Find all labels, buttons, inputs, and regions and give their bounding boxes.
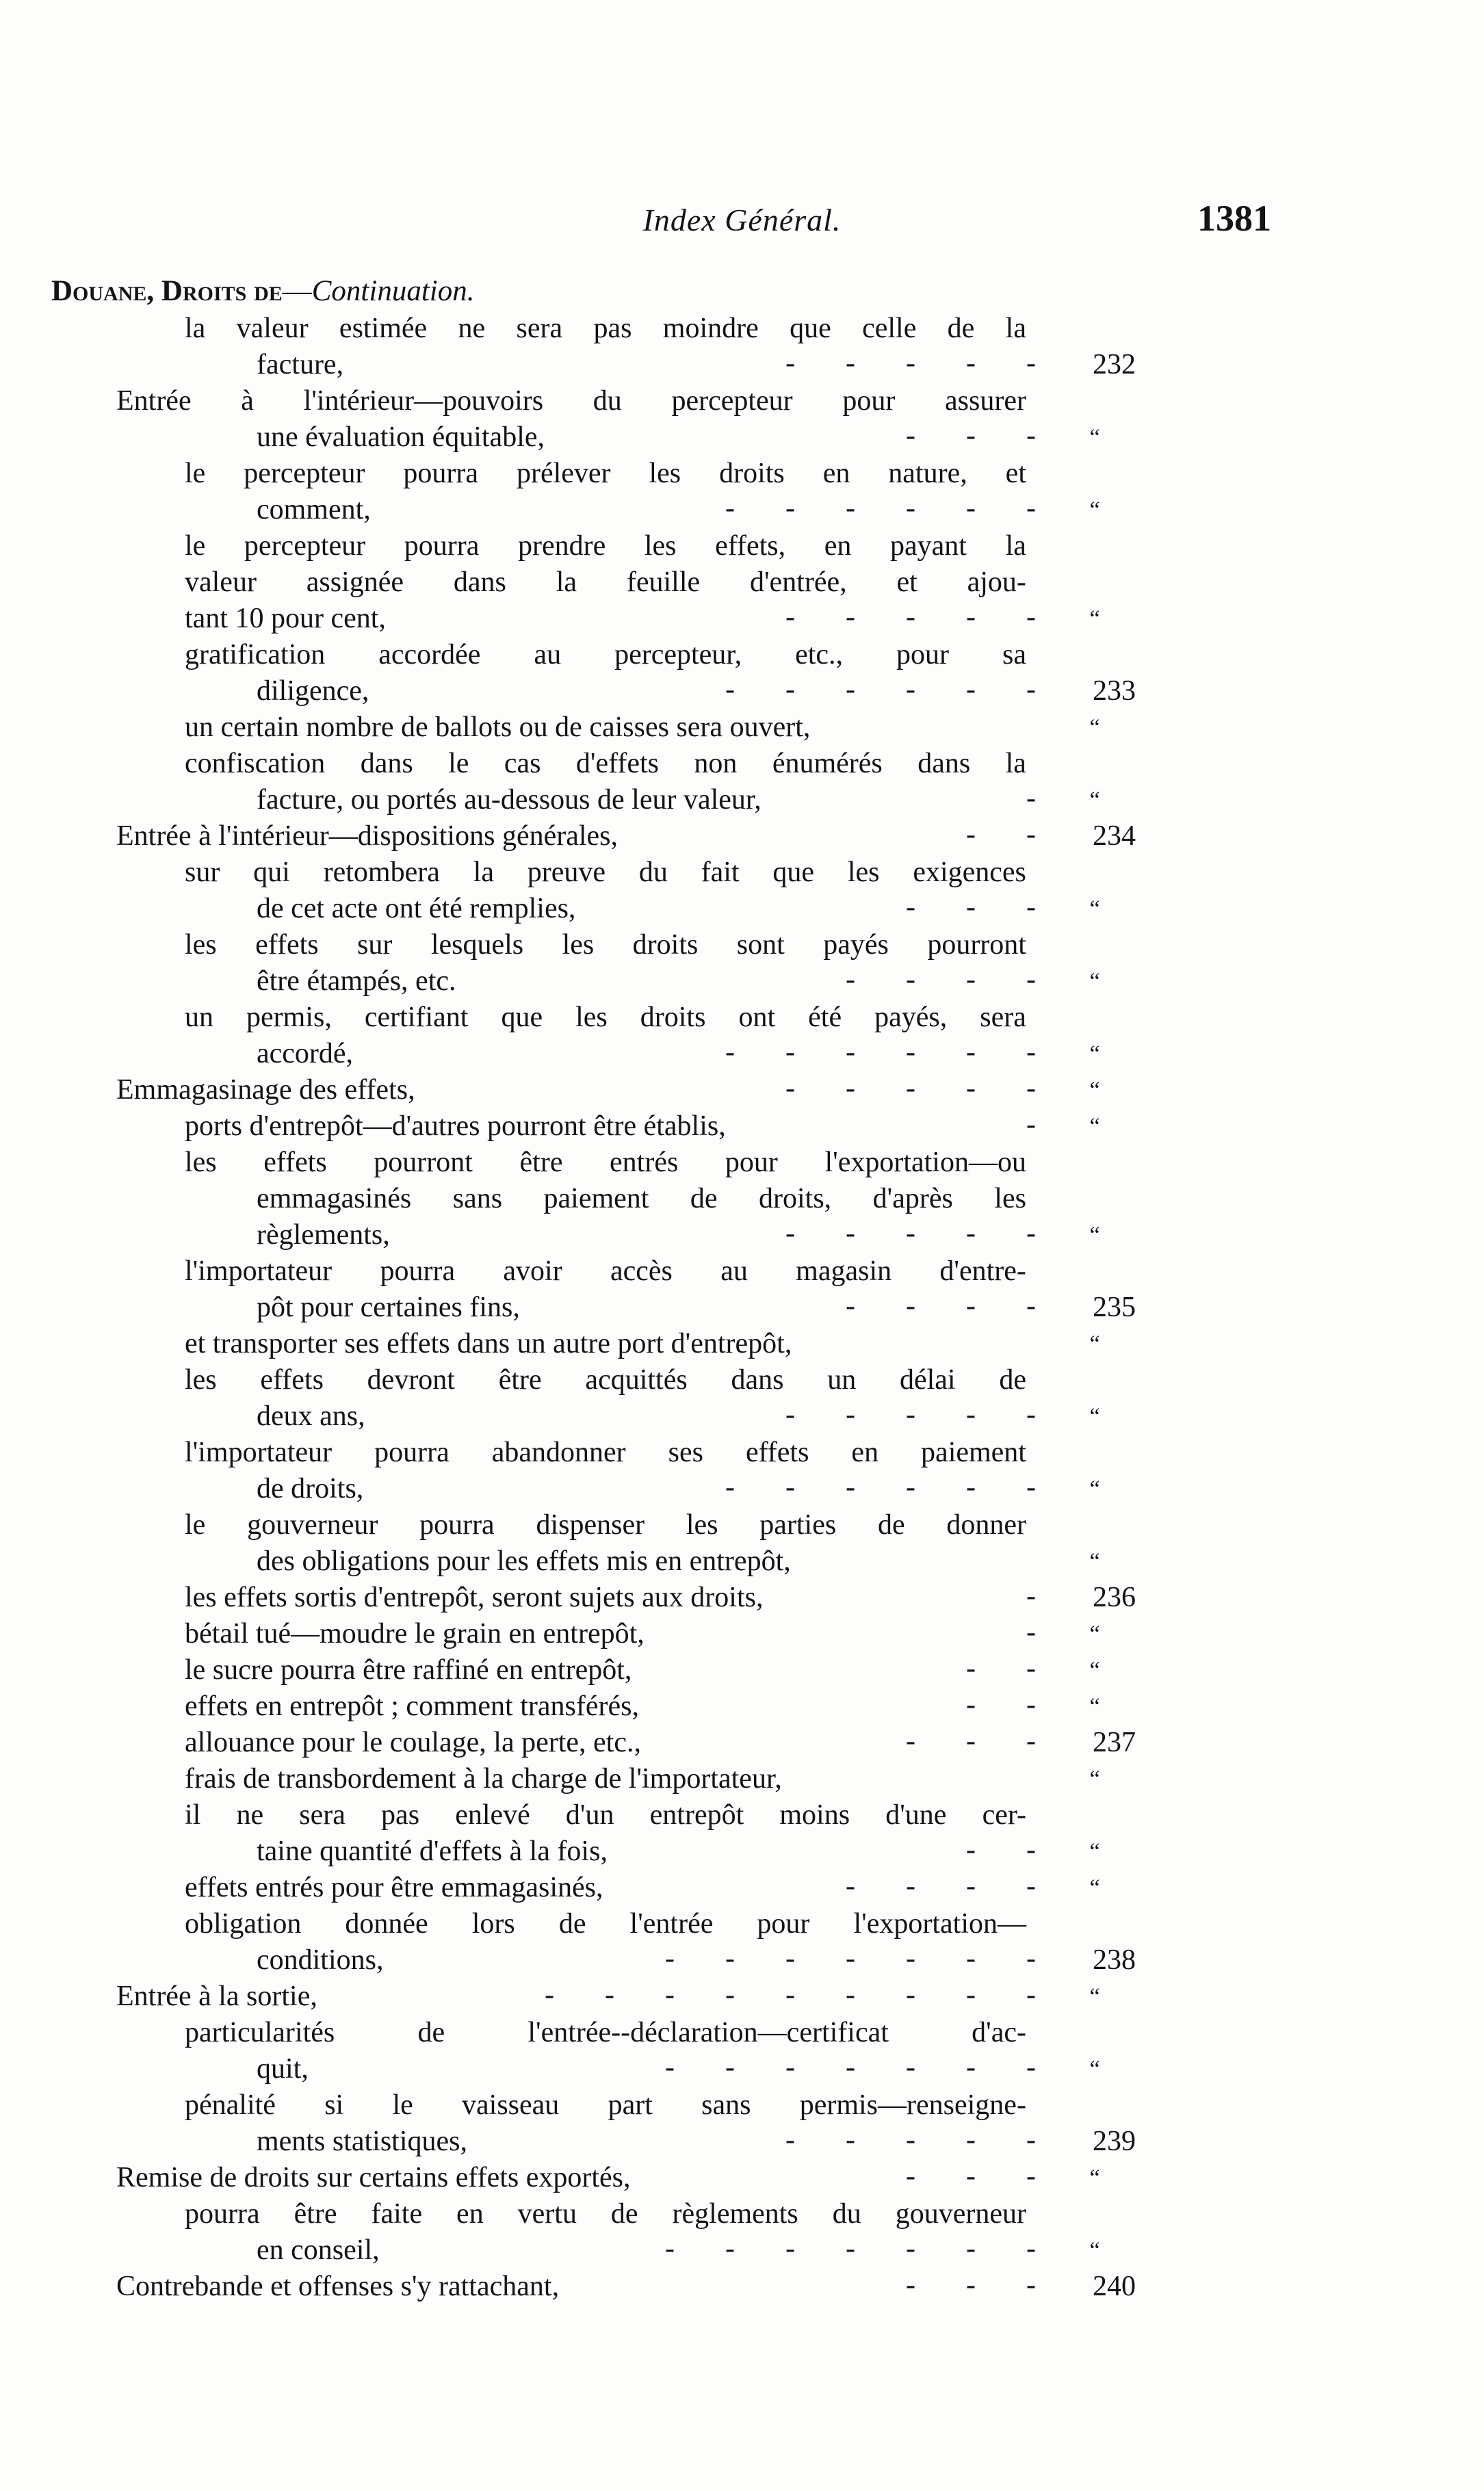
index-line-text: le percepteur pourra prélever les droits en nature, et <box>185 458 1026 489</box>
leader-dash: - <box>906 1290 915 1322</box>
index-line <box>0 383 1484 419</box>
leader-dash: - <box>1026 1943 1036 1974</box>
leader-dash: - <box>906 1399 915 1431</box>
leader-dash: - <box>785 1943 795 1974</box>
leader-dash: - <box>906 1870 915 1902</box>
page-reference: “ <box>1089 1331 1100 1357</box>
leader-dash: - <box>665 1979 675 2011</box>
leader-dash: - <box>785 1979 795 2011</box>
leader-dash: - <box>846 1870 855 1902</box>
leader-dash: - <box>966 1073 976 1104</box>
leader-dash: - <box>846 964 855 995</box>
leader-dash: - <box>1026 2052 1036 2083</box>
index-line-text: les effets sortis d'entrepôt, seront sujets aux droits, <box>185 1582 764 1613</box>
leader-dash: - <box>906 1943 915 1974</box>
index-line <box>0 782 1484 818</box>
leader-dash: - <box>1026 1218 1036 1249</box>
leader-dash: - <box>725 2052 735 2083</box>
index-line <box>0 1616 1484 1652</box>
page-reference: 233 <box>1093 675 1136 707</box>
leader-dash: - <box>966 1979 976 2011</box>
index-line-text: l'importateur pourra avoir accès au magasin d'entre- <box>185 1255 1026 1287</box>
page-reference: “ <box>1089 1875 1100 1901</box>
leader-dash: - <box>966 1689 976 1721</box>
page-reference: “ <box>1089 606 1100 631</box>
leader-dash: - <box>966 2233 976 2265</box>
leader-dash: - <box>906 1218 915 1249</box>
index-line <box>0 2051 1484 2087</box>
leader-dash: - <box>1026 1617 1036 1648</box>
page-reference: “ <box>1089 2238 1100 2263</box>
index-line <box>0 1797 1484 1834</box>
leader-dash: - <box>665 2233 675 2265</box>
leader-dash: - <box>966 964 976 995</box>
index-line <box>0 1326 1484 1362</box>
index-line <box>0 1145 1484 1181</box>
index-line <box>0 1181 1484 1217</box>
index-line-text: des obligations pour les effets mis en entrepôt, <box>257 1546 791 1577</box>
index-line-text: effets entrés pour être emmagasinés, <box>185 1872 603 1903</box>
leader-dash: - <box>1026 674 1036 705</box>
index-line <box>0 1761 1484 1797</box>
index-line <box>0 1000 1484 1036</box>
page-reference: 238 <box>1093 1944 1136 1976</box>
page-reference: 237 <box>1093 1727 1136 1758</box>
page-reference: “ <box>1089 1694 1100 1719</box>
index-line-text: de cet acte ont été remplies, <box>257 893 576 924</box>
page-reference: “ <box>1089 896 1100 922</box>
index-line <box>0 1362 1484 1398</box>
index-line-text: le sucre pourra être raffiné en entrepôt, <box>185 1654 632 1686</box>
index-line-text: pôt pour certaines fins, <box>257 1292 520 1323</box>
leader-dash: - <box>1026 348 1036 379</box>
leader-dash: - <box>966 2124 976 2156</box>
leader-dash: - <box>906 348 915 379</box>
leader-dash: - <box>906 2233 915 2265</box>
index-line-text: diligence, <box>257 675 369 707</box>
page-reference: “ <box>1089 1223 1100 1248</box>
leader-dash: - <box>966 1653 976 1684</box>
index-line <box>0 891 1484 927</box>
index-line-text: emmagasinés sans paiement de droits, d'après les <box>257 1183 1026 1214</box>
index-heading <box>51 272 474 311</box>
leader-dash: - <box>785 1218 795 1249</box>
index-line <box>0 927 1484 963</box>
leader-dash: - <box>846 1979 855 2011</box>
index-line <box>0 1834 1484 1870</box>
page-reference: “ <box>1089 1984 1100 2009</box>
index-line-text: frais de transbordement à la charge de l'importateur, <box>185 1763 782 1795</box>
leader-dash: - <box>1026 1870 1036 1902</box>
page-reference: “ <box>1089 1658 1100 1683</box>
index-line-text: en conseil, <box>257 2234 380 2266</box>
leader-dash: - <box>966 493 976 524</box>
leader-dash: - <box>846 1073 855 1104</box>
leader-dash: - <box>846 1472 855 1503</box>
page-reference: “ <box>1089 715 1100 740</box>
index-line <box>0 963 1484 1000</box>
page-number: 1381 <box>1197 198 1271 239</box>
leader-dash: - <box>846 1036 855 1068</box>
index-line <box>0 1108 1484 1145</box>
index-line-text: Contrebande et offenses s'y rattachant, <box>116 2271 560 2302</box>
index-line-text: l'importateur pourra abandonner ses effets en paiement <box>185 1437 1026 1468</box>
leader-dash: - <box>1026 891 1036 923</box>
leader-dash: - <box>1026 1472 1036 1503</box>
index-line-text: le percepteur pourra prendre les effets, en payant la <box>185 530 1026 562</box>
index-line-text: conditions, <box>257 1944 384 1976</box>
index-line <box>0 1507 1484 1543</box>
page-reference: 240 <box>1093 2271 1136 2302</box>
leader-dash: - <box>785 674 795 705</box>
index-line-text: il ne sera pas enlevé d'un entrepôt moins d'une cer- <box>185 1799 1026 1831</box>
index-line <box>0 2015 1484 2051</box>
index-line <box>0 1290 1484 1326</box>
leader-dash: - <box>725 493 735 524</box>
heading-subject: Douane, Droits de <box>51 275 283 307</box>
index-line-text: Remise de droits sur certains effets exportés, <box>116 2162 631 2193</box>
page-reference: “ <box>1089 1476 1100 1502</box>
index-line-text: la valeur estimée ne sera pas moindre que celle de la <box>185 313 1026 344</box>
leader-dash: - <box>785 493 795 524</box>
leader-dash: - <box>785 1472 795 1503</box>
leader-dash: - <box>966 1472 976 1503</box>
page-reference: “ <box>1089 1621 1100 1647</box>
index-line-text: facture, ou portés au-dessous de leur valeur, <box>257 784 761 816</box>
index-line <box>0 564 1484 601</box>
index-line <box>0 2087 1484 2124</box>
leader-dash: - <box>1026 964 1036 995</box>
leader-dash: - <box>846 1218 855 1249</box>
leader-dash: - <box>1026 819 1036 850</box>
index-line <box>0 2232 1484 2269</box>
index-line-text: taine quantité d'effets à la fois, <box>257 1836 608 1867</box>
leader-dash: - <box>846 2233 855 2265</box>
index-line-text: ments statistiques, <box>257 2126 467 2157</box>
leader-dash: - <box>966 1943 976 1974</box>
leader-dash: - <box>966 1834 976 1866</box>
index-line-text: facture, <box>257 349 344 380</box>
leader-dash: - <box>966 2052 976 2083</box>
leader-dash: - <box>966 1290 976 1322</box>
leader-dash: - <box>966 2161 976 2192</box>
index-line <box>0 1725 1484 1761</box>
leader-dash: - <box>906 1472 915 1503</box>
index-line <box>0 1942 1484 1979</box>
index-entries <box>0 311 1484 2305</box>
leader-dash: - <box>906 420 915 452</box>
index-line-text: être étampés, etc. <box>257 965 456 997</box>
leader-dash: - <box>785 2233 795 2265</box>
leader-dash: - <box>846 348 855 379</box>
index-line <box>0 1471 1484 1507</box>
index-line <box>0 1543 1484 1580</box>
leader-dash: - <box>906 601 915 633</box>
leader-dash: - <box>1026 2269 1036 2301</box>
index-line-text: et transporter ses effets dans un autre port d'entrepôt, <box>185 1328 792 1359</box>
leader-dash: - <box>846 601 855 633</box>
leader-dash: - <box>906 2269 915 2301</box>
leader-dash: - <box>966 819 976 850</box>
index-line-text: Entrée à l'intérieur—pouvoirs du percepteur pour assurer <box>116 385 1026 417</box>
index-line-text: Entrée à l'intérieur—dispositions générales, <box>116 820 619 852</box>
index-line-text: obligation donnée lors de l'entrée pour l'exportation— <box>185 1908 1026 1940</box>
index-line <box>0 746 1484 782</box>
index-line <box>0 1398 1484 1435</box>
index-line-text: particularités de l'entrée--déclaration—certificat d'ac- <box>185 2017 1026 2048</box>
leader-dash: - <box>1026 1653 1036 1684</box>
leader-dash: - <box>906 2052 915 2083</box>
index-line <box>0 1072 1484 1108</box>
index-line-text: les effets devront être acquittés dans un délai de <box>185 1364 1026 1396</box>
leader-dash: - <box>1026 2161 1036 2192</box>
leader-dash: - <box>605 1979 614 2011</box>
leader-dash: - <box>665 2052 675 2083</box>
leader-dash: - <box>725 1036 735 1068</box>
leader-dash: - <box>906 1036 915 1068</box>
index-line <box>0 1036 1484 1072</box>
index-line-text: sur qui retombera la preuve du fait que les exigences <box>185 857 1026 888</box>
index-line <box>0 1217 1484 1253</box>
leader-dash: - <box>846 2052 855 2083</box>
leader-dash: - <box>785 348 795 379</box>
leader-dash: - <box>725 2233 735 2265</box>
leader-dash: - <box>785 601 795 633</box>
index-line <box>0 2160 1484 2196</box>
leader-dash: - <box>665 1943 675 1974</box>
leader-dash: - <box>1026 1073 1036 1104</box>
index-line <box>0 1906 1484 1942</box>
leader-dash: - <box>1026 601 1036 633</box>
leader-dash: - <box>1026 1689 1036 1721</box>
leader-dash: - <box>1026 1979 1036 2011</box>
index-line-text: accordé, <box>257 1038 354 1069</box>
index-line-text: un permis, certifiant que les droits ont été payés, sera <box>185 1002 1026 1033</box>
index-line-text: gratification accordée au percepteur, etc., pour sa <box>185 639 1026 670</box>
leader-dash: - <box>966 1399 976 1431</box>
leader-dash: - <box>846 2124 855 2156</box>
index-line-text: allouance pour le coulage, la perte, etc., <box>185 1727 641 1758</box>
page-reference: “ <box>1089 2165 1100 2191</box>
index-line-text: bétail tué—moudre le grain en entrepôt, <box>185 1618 645 1649</box>
heading-continuation: Continuation. <box>311 275 475 307</box>
leader-dash: - <box>966 1036 976 1068</box>
index-line <box>0 1652 1484 1688</box>
leader-dash: - <box>966 1725 976 1757</box>
leader-dash: - <box>966 601 976 633</box>
index-line <box>0 637 1484 673</box>
index-line-text: effets en entrepôt ; comment transférés, <box>185 1691 639 1722</box>
index-line-text: Emmagasinage des effets, <box>116 1074 415 1106</box>
leader-dash: - <box>1026 1580 1036 1612</box>
index-line <box>0 709 1484 746</box>
index-line <box>0 855 1484 891</box>
leader-dash: - <box>966 1218 976 1249</box>
index-line-text: une évaluation équitable, <box>257 421 545 453</box>
leader-dash: - <box>725 674 735 705</box>
index-line-text: ports d'entrepôt—d'autres pourront être établis, <box>185 1110 726 1142</box>
leader-dash: - <box>906 2124 915 2156</box>
index-line <box>0 1580 1484 1616</box>
page-reference: “ <box>1089 787 1100 813</box>
leader-dash: - <box>1026 1834 1036 1866</box>
page-reference: “ <box>1089 425 1100 450</box>
leader-dash: - <box>785 1036 795 1068</box>
index-line-text: tant 10 pour cent, <box>185 603 386 634</box>
index-line <box>0 528 1484 564</box>
index-line-text: pénalité si le vaisseau part sans permis—renseigne- <box>185 2089 1026 2121</box>
leader-dash: - <box>1026 2233 1036 2265</box>
page-reference: 234 <box>1093 820 1136 852</box>
leader-dash: - <box>1026 2124 1036 2156</box>
leader-dash: - <box>906 1073 915 1104</box>
leader-dash: - <box>966 420 976 452</box>
leader-dash: - <box>846 674 855 705</box>
page-reference: “ <box>1089 1078 1100 1103</box>
index-line <box>0 311 1484 347</box>
index-line <box>0 1435 1484 1471</box>
leader-dash: - <box>1026 1036 1036 1068</box>
leader-dash: - <box>1026 783 1036 814</box>
index-line <box>0 673 1484 709</box>
index-line <box>0 419 1484 456</box>
leader-dash: - <box>966 348 976 379</box>
page-reference: “ <box>1089 2057 1100 2082</box>
leader-dash: - <box>846 1943 855 1974</box>
leader-dash: - <box>725 1979 735 2011</box>
index-line-text: Entrée à la sortie, <box>116 1981 317 2012</box>
index-line-text: un certain nombre de ballots ou de caisses sera ouvert, <box>185 712 811 743</box>
leader-dash: - <box>906 493 915 524</box>
leader-dash: - <box>966 2269 976 2301</box>
leader-dash: - <box>545 1979 554 2011</box>
page-reference: 236 <box>1093 1582 1136 1613</box>
index-line <box>0 456 1484 492</box>
leader-dash: - <box>725 1943 735 1974</box>
index-line-text: comment, <box>257 494 371 525</box>
index-line-text: le gouverneur pourra dispenser les parties de donner <box>185 1509 1026 1541</box>
index-line-text: les effets pourront être entrés pour l'exportation—ou <box>185 1147 1026 1178</box>
page-reference: 239 <box>1093 2126 1136 2157</box>
page-reference: “ <box>1089 1114 1100 1139</box>
index-line-text: règlements, <box>257 1219 390 1251</box>
leader-dash: - <box>785 2124 795 2156</box>
index-line <box>0 601 1484 637</box>
page-reference: “ <box>1089 1404 1100 1429</box>
leader-dash: - <box>785 1073 795 1104</box>
page-reference: “ <box>1089 497 1100 523</box>
page-reference: 235 <box>1093 1292 1136 1323</box>
page-reference: “ <box>1089 1766 1100 1792</box>
leader-dash: - <box>906 2161 915 2192</box>
index-line-text: quit, <box>257 2053 309 2085</box>
leader-dash: - <box>906 674 915 705</box>
leader-dash: - <box>1026 1109 1036 1140</box>
index-line <box>0 1688 1484 1725</box>
leader-dash: - <box>785 1399 795 1431</box>
leader-dash: - <box>725 1472 735 1503</box>
heading-dash: — <box>282 275 312 307</box>
index-line <box>0 2124 1484 2160</box>
leader-dash: - <box>906 964 915 995</box>
page-reference: “ <box>1089 969 1100 994</box>
index-line <box>0 1870 1484 1906</box>
index-line-text: deux ans, <box>257 1400 365 1432</box>
index-line-text: de droits, <box>257 1473 364 1504</box>
leader-dash: - <box>846 493 855 524</box>
index-line-text: les effets sur lesquels les droits sont payés pourront <box>185 929 1026 961</box>
index-line-text: pourra être faite en vertu de règlements du gouverneur <box>185 2198 1026 2230</box>
leader-dash: - <box>906 891 915 923</box>
index-line <box>0 1979 1484 2015</box>
index-line <box>0 492 1484 528</box>
index-line <box>0 2269 1484 2305</box>
leader-dash: - <box>966 891 976 923</box>
index-line <box>0 818 1484 855</box>
leader-dash: - <box>1026 1399 1036 1431</box>
page-reference: “ <box>1089 1839 1100 1864</box>
leader-dash: - <box>906 1725 915 1757</box>
index-line <box>0 1253 1484 1290</box>
leader-dash: - <box>966 1870 976 1902</box>
leader-dash: - <box>1026 493 1036 524</box>
running-title: Index Général. <box>642 203 842 237</box>
index-line <box>0 347 1484 383</box>
index-line-text: confiscation dans le cas d'effets non énumérés dans la <box>185 748 1026 779</box>
index-line <box>0 2196 1484 2232</box>
leader-dash: - <box>846 1290 855 1322</box>
leader-dash: - <box>846 1399 855 1431</box>
leader-dash: - <box>906 1979 915 2011</box>
index-line-text: valeur assignée dans la feuille d'entrée, et ajou- <box>185 566 1026 598</box>
leader-dash: - <box>966 674 976 705</box>
leader-dash: - <box>1026 1725 1036 1757</box>
page-reference: “ <box>1089 1549 1100 1574</box>
leader-dash: - <box>785 2052 795 2083</box>
page-reference: 232 <box>1093 349 1136 380</box>
leader-dash: - <box>1026 420 1036 452</box>
leader-dash: - <box>1026 1290 1036 1322</box>
page-reference: “ <box>1089 1041 1100 1067</box>
